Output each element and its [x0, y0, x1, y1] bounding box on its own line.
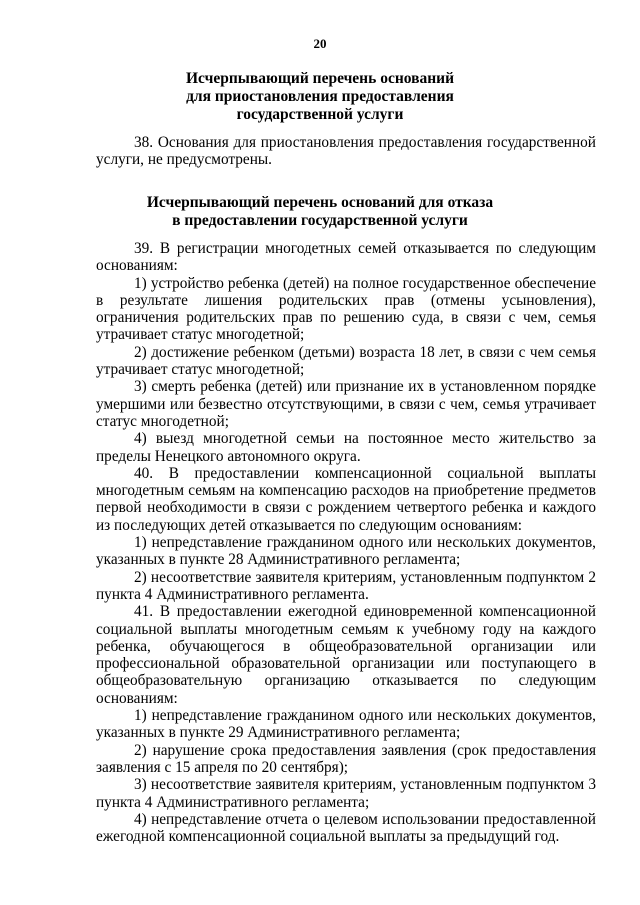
heading-refusal-grounds — [0, 194, 640, 230]
heading-line: в предоставлении государственной услуги — [172, 212, 468, 229]
list-item: 2) достижение ребенком (детьми) возраста 18 лет, в связи с чем семья утрачивает статус многодетной; — [96, 343, 596, 379]
list-item: 1) устройство ребенка (детей) на полное государственное обеспечение в результате лишения родительских прав (отмены усыновления), ограничения родительских прав по решению суда, в связи с чем, семья утрачивает статус многодетной; — [96, 274, 596, 344]
list-item: 1) непредставление гражданином одного или нескольких документов, указанных в пункте 28 Административного регламента; — [96, 534, 596, 569]
list-item: 2) нарушение срока предоставления заявления (срок предоставления заявления с 15 апреля по 20 сентября); — [96, 741, 596, 776]
heading-line: Исчерпывающий перечень оснований для отказа — [146, 194, 494, 211]
list-item: 4) выезд многодетной семьи на постоянное место жительство за пределы Ненецкого автономного округа. — [96, 430, 596, 465]
heading-line: государственной услуги — [236, 106, 404, 123]
list-item: 1) непредставление гражданином одного или нескольких документов, указанных в пункте 29 Административного регламента; — [96, 707, 596, 742]
heading-suspension-grounds — [0, 70, 640, 124]
page-number: 20 — [313, 36, 327, 51]
list-item: 2) несоответствие заявителя критериям, установленным подпунктом 2 пункта 4 Административного регламента. — [96, 568, 596, 603]
paragraph-39: 39. В регистрации многодетных семей отказывается по следующим основаниям: — [96, 240, 596, 275]
list-item: 3) смерть ребенка (детей) или признание их в установленном порядке умершими или безвестно отсутствующими, в связи с чем, семья утрачивает статус многодетной; — [96, 378, 596, 430]
list-item: 3) несоответствие заявителя критериям, установленным подпунктом 3 пункта 4 Административного регламента; — [96, 776, 596, 811]
list-item: 4) непредставление отчета о целевом использовании предоставленной ежегодной компенсационной социальной выплаты за предыдущий год. — [96, 810, 596, 846]
paragraph-38: 38. Основания для приостановления предоставления государственной услуги, не предусмотрены. — [96, 134, 596, 169]
heading-line: Исчерпывающий перечень оснований — [185, 70, 455, 87]
paragraph-41: 41. В предоставлении ежегодной единовременной компенсационной социальной выплаты многодетным семьям к учебному году на каждого ребенка, обучающегося в общеобразовательной организации или профессиональной образовательной организации или поступающего в общеобразовательную организацию отказывается по следующим основаниям: — [96, 603, 596, 707]
refusal-grounds-body — [96, 240, 596, 845]
heading-line: для приостановления предоставления — [186, 88, 454, 105]
section-38 — [96, 134, 596, 169]
paragraph-40: 40. В предоставлении компенсационной социальной выплаты многодетным семьям на компенсацию расходов на приобретение предметов первой необходимости в связи с рождением четвертого ребенка и каждого из последующих детей отказывается по следующим основаниям: — [96, 464, 596, 534]
